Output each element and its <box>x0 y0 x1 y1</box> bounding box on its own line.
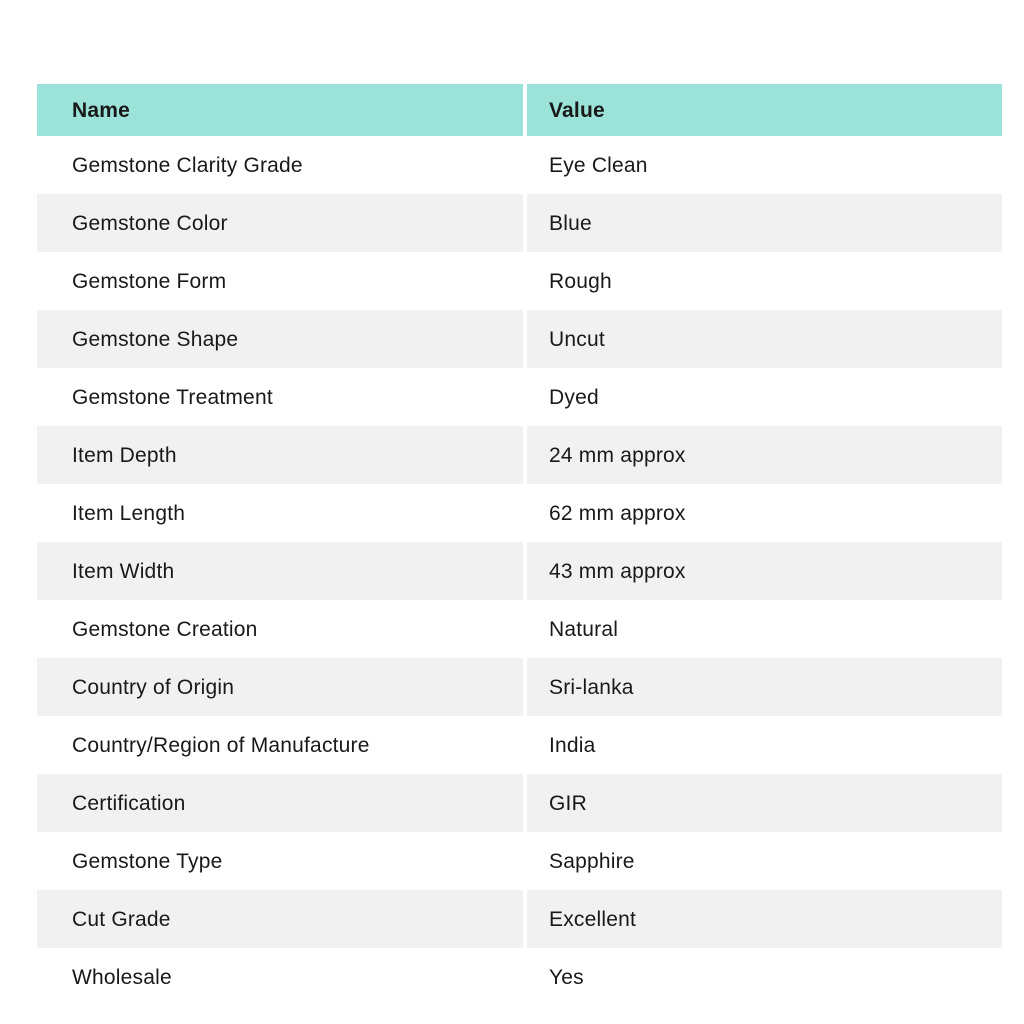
spec-name: Wholesale <box>37 948 523 1006</box>
spec-value: 62 mm approx <box>523 484 1002 542</box>
spec-value: Excellent <box>523 890 1002 948</box>
table-row <box>37 716 1002 774</box>
spec-value: 24 mm approx <box>523 426 1002 484</box>
spec-value: Natural <box>523 600 1002 658</box>
spec-value: Dyed <box>523 368 1002 426</box>
table-header-row <box>37 84 1002 136</box>
spec-value: Sri-lanka <box>523 658 1002 716</box>
header-name: Name <box>37 84 523 136</box>
table-row <box>37 136 1002 194</box>
spec-value: Blue <box>523 194 1002 252</box>
spec-name: Gemstone Color <box>37 194 523 252</box>
spec-value: Sapphire <box>523 832 1002 890</box>
spec-value: Rough <box>523 252 1002 310</box>
header-value: Value <box>523 84 1002 136</box>
spec-name: Item Length <box>37 484 523 542</box>
table-row <box>37 948 1002 1006</box>
spec-value: Yes <box>523 948 1002 1006</box>
spec-name: Gemstone Clarity Grade <box>37 136 523 194</box>
spec-value: 43 mm approx <box>523 542 1002 600</box>
table-body <box>37 136 1002 1006</box>
table-row <box>37 542 1002 600</box>
spec-name: Gemstone Shape <box>37 310 523 368</box>
spec-name: Country of Origin <box>37 658 523 716</box>
spec-name: Gemstone Form <box>37 252 523 310</box>
table-row <box>37 484 1002 542</box>
spec-value: India <box>523 716 1002 774</box>
table-row <box>37 194 1002 252</box>
spec-name: Gemstone Creation <box>37 600 523 658</box>
item-specifics-table <box>37 84 1002 1006</box>
spec-value: Eye Clean <box>523 136 1002 194</box>
spec-name: Country/Region of Manufacture <box>37 716 523 774</box>
table-row <box>37 310 1002 368</box>
table-row <box>37 600 1002 658</box>
table-row <box>37 252 1002 310</box>
spec-value: GIR <box>523 774 1002 832</box>
table-row <box>37 368 1002 426</box>
spec-name: Item Depth <box>37 426 523 484</box>
spec-name: Gemstone Treatment <box>37 368 523 426</box>
table-row <box>37 658 1002 716</box>
table-row <box>37 426 1002 484</box>
table-row <box>37 890 1002 948</box>
table-row <box>37 774 1002 832</box>
spec-name: Cut Grade <box>37 890 523 948</box>
spec-name: Gemstone Type <box>37 832 523 890</box>
table-row <box>37 832 1002 890</box>
spec-value: Uncut <box>523 310 1002 368</box>
spec-name: Item Width <box>37 542 523 600</box>
spec-name: Certification <box>37 774 523 832</box>
